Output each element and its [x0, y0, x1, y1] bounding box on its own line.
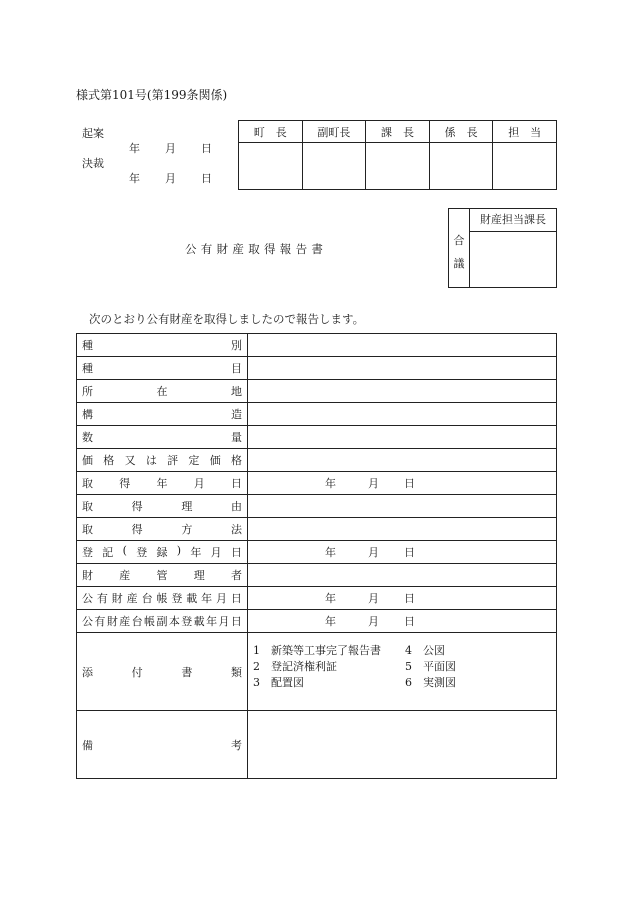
row-value-suryo[interactable] [248, 426, 557, 449]
label-char: 目 [231, 362, 242, 375]
kessai-tsuki: 月 [165, 172, 176, 185]
row-label [77, 518, 248, 541]
approval-header-kakaricho: 係 長 [429, 121, 493, 143]
label-char: 得 [131, 500, 143, 513]
label-char: 年 [206, 615, 218, 628]
label-char: 登 [82, 546, 93, 559]
label-shumoku [82, 360, 242, 376]
label-shozaichi [82, 383, 242, 399]
consultation-header: 財産担当課長 [470, 209, 556, 232]
approval-seal-chocho[interactable] [239, 143, 303, 190]
label-kakaku [82, 452, 242, 468]
table-row [77, 495, 557, 518]
label-char: 登 [171, 592, 183, 605]
label-char: 理 [193, 569, 205, 582]
row-label [77, 357, 248, 380]
label-shutoku-hoho [82, 521, 242, 537]
attachment-item: 6 実測図 [405, 676, 456, 689]
label-char: 地 [231, 385, 242, 398]
row-value-zaisan-kanrisha[interactable] [248, 564, 557, 587]
label-char: 価 [82, 454, 93, 467]
label-kozo [82, 406, 242, 422]
consultation-label-top: 合 [453, 234, 465, 247]
row-label [77, 403, 248, 426]
label-char: 別 [231, 339, 242, 352]
label-char: 得 [119, 477, 131, 490]
label-char: 月 [216, 592, 228, 605]
kian-nen: 年 [129, 142, 140, 155]
row-value-shutoku-hoho[interactable] [248, 518, 557, 541]
label-char: 法 [230, 523, 242, 536]
label-char: 又 [124, 454, 136, 467]
label-char: 者 [231, 569, 242, 582]
label-shutoku-nengappi [82, 475, 242, 491]
attachment-item: 4 公図 [405, 644, 445, 657]
date-tsuki: 月 [368, 546, 379, 559]
label-char: 所 [82, 385, 93, 398]
label-char: 造 [231, 408, 242, 421]
label-char: ( [122, 544, 127, 557]
date-hi: 日 [404, 546, 415, 559]
row-value-kozo[interactable] [248, 403, 557, 426]
kian-tsuki: 月 [165, 142, 176, 155]
label-char: 由 [230, 500, 242, 513]
label-char: 月 [218, 615, 230, 628]
label-char: 録 [156, 546, 168, 559]
label-char: 得 [131, 523, 143, 536]
label-char: 日 [230, 592, 242, 605]
label-char: 種 [82, 339, 93, 352]
row-label [77, 449, 248, 472]
label-char: 本 [168, 615, 180, 628]
label-char: 種 [82, 362, 93, 375]
kessai-hi: 日 [201, 172, 212, 185]
table-row [77, 357, 557, 380]
label-char: 月 [193, 477, 205, 490]
attachment-item: 5 平面図 [405, 660, 456, 673]
label-char: 取 [82, 523, 93, 536]
consultation-label [449, 209, 470, 287]
table-row [77, 564, 557, 587]
kessai-label: 決裁 [82, 157, 104, 170]
approval-header-chocho: 町 長 [239, 121, 303, 143]
label-char: 帳 [144, 615, 156, 628]
label-char: 価 [209, 454, 221, 467]
label-char: 記 [102, 546, 114, 559]
label-char: 在 [156, 385, 168, 398]
row-value-biko[interactable] [248, 711, 557, 779]
table-row [77, 334, 557, 357]
approval-header-kacho: 課 長 [366, 121, 430, 143]
date-hi: 日 [404, 477, 415, 490]
label-char: 理 [181, 500, 193, 513]
row-value-shutoku-nengappi[interactable] [248, 472, 557, 495]
row-value-daicho-tosai[interactable] [248, 587, 557, 610]
date-nen: 年 [325, 592, 336, 605]
table-row [77, 633, 557, 711]
label-char: 年 [190, 546, 202, 559]
table-row [77, 380, 557, 403]
label-char: 取 [82, 500, 93, 513]
row-label [77, 541, 248, 564]
label-biko [82, 737, 242, 753]
date-hi: 日 [404, 615, 415, 628]
table-row [77, 449, 557, 472]
label-char: 方 [181, 523, 193, 536]
label-char: 日 [230, 546, 242, 559]
row-value-toki-nengappi[interactable] [248, 541, 557, 564]
date-tsuki: 月 [368, 592, 379, 605]
kian-hi: 日 [201, 142, 212, 155]
row-label [77, 610, 248, 633]
label-suryo [82, 429, 242, 445]
label-toki-nengappi [82, 544, 242, 560]
attachment-item: 3 配置図 [253, 676, 304, 689]
row-value-shutoku-riyu[interactable] [248, 495, 557, 518]
label-char: 産 [126, 592, 138, 605]
row-label [77, 380, 248, 403]
row-value-shumoku[interactable] [248, 357, 557, 380]
label-char: 日 [231, 477, 242, 490]
date-fields [253, 590, 551, 606]
row-value-fukuhon-tosai[interactable] [248, 610, 557, 633]
label-char: 取 [82, 477, 93, 490]
table-row [77, 587, 557, 610]
row-label [77, 633, 248, 711]
row-label [77, 587, 248, 610]
row-label [77, 334, 248, 357]
label-char: 公 [82, 615, 93, 628]
label-char: は [145, 454, 157, 467]
label-shubetsu [82, 337, 242, 353]
row-label [77, 495, 248, 518]
label-char: 財 [82, 569, 93, 582]
label-char: 載 [193, 615, 205, 628]
approval-seal-kakaricho[interactable] [429, 143, 493, 190]
label-char: 有 [96, 592, 108, 605]
intro-text: 次のとおり公有財産を取得しましたので報告します。 [89, 312, 365, 326]
table-row [77, 403, 557, 426]
attachment-list [253, 643, 551, 691]
label-char: 考 [231, 738, 242, 752]
label-char: 財 [111, 592, 123, 605]
label-char: 登 [136, 546, 148, 559]
label-char: 備 [82, 738, 93, 752]
row-label [77, 711, 248, 779]
label-char: 評 [167, 454, 179, 467]
label-char: 格 [230, 454, 242, 467]
label-char: 帳 [156, 592, 168, 605]
label-char: 登 [181, 615, 193, 628]
row-value-shozaichi[interactable] [248, 380, 557, 403]
approval-table [238, 120, 557, 190]
date-fields [253, 613, 551, 629]
table-row [77, 426, 557, 449]
date-tsuki: 月 [368, 615, 379, 628]
label-char: 管 [156, 569, 168, 582]
consultation-seal-area[interactable] [470, 232, 556, 287]
label-char: 公 [82, 592, 93, 605]
approval-seal-kacho[interactable] [366, 143, 430, 190]
row-label [77, 564, 248, 587]
label-char: 類 [230, 665, 242, 679]
label-char: 有 [94, 615, 106, 628]
table-row [77, 472, 557, 495]
label-char: 台 [131, 615, 143, 628]
label-char: 格 [103, 454, 115, 467]
attachment-item: 2 登記済権利証 [253, 660, 337, 673]
report-table [76, 333, 557, 779]
table-row [77, 518, 557, 541]
kessai-nen: 年 [129, 172, 140, 185]
approval-seal-tanto[interactable] [493, 143, 557, 190]
label-char: 定 [188, 454, 200, 467]
label-char: 産 [119, 569, 131, 582]
row-value-shubetsu[interactable] [248, 334, 557, 357]
label-shutoku-riyu [82, 498, 242, 514]
label-char: 載 [186, 592, 198, 605]
approval-header-tanto: 担 当 [493, 121, 557, 143]
table-row [77, 541, 557, 564]
kian-label: 起案 [82, 127, 104, 140]
label-char: 産 [119, 615, 131, 628]
approval-seal-fukuchocho[interactable] [302, 143, 366, 190]
label-char: 量 [231, 431, 242, 444]
label-char: 月 [210, 546, 222, 559]
label-char: 書 [181, 665, 193, 679]
table-row [77, 610, 557, 633]
label-char: 日 [230, 615, 242, 628]
label-char: 数 [82, 431, 93, 444]
label-char: ) [176, 544, 182, 557]
row-label [77, 472, 248, 495]
label-tenpu-shorui [82, 664, 242, 680]
date-nen: 年 [325, 615, 336, 628]
table-row [77, 711, 557, 779]
date-fields [253, 544, 551, 560]
consultation-label-bottom: 議 [453, 257, 465, 270]
attachment-item: 1 新築等工事完了報告書 [253, 644, 381, 657]
approval-header-fukuchocho: 副町長 [302, 121, 366, 143]
date-nen: 年 [325, 546, 336, 559]
label-char: 副 [156, 615, 168, 628]
label-char: 添 [82, 665, 93, 679]
document-title: 公有財産取得報告書 [185, 242, 328, 256]
label-char: 付 [131, 665, 143, 679]
date-hi: 日 [404, 592, 415, 605]
label-daicho-tosai [82, 590, 242, 606]
form-number: 様式第101号(第199条関係) [76, 88, 228, 102]
label-char: 台 [141, 592, 153, 605]
label-char: 構 [82, 408, 93, 421]
label-fukuhon-tosai [82, 613, 242, 629]
date-tsuki: 月 [368, 477, 379, 490]
label-zaisan-kanrisha [82, 567, 242, 583]
date-fields [253, 475, 551, 491]
label-char: 年 [201, 592, 213, 605]
label-char: 年 [156, 477, 168, 490]
row-value-kakaku[interactable] [248, 449, 557, 472]
row-value-tenpu-shorui [248, 633, 557, 711]
label-char: 財 [106, 615, 118, 628]
row-label [77, 426, 248, 449]
date-nen: 年 [325, 477, 336, 490]
